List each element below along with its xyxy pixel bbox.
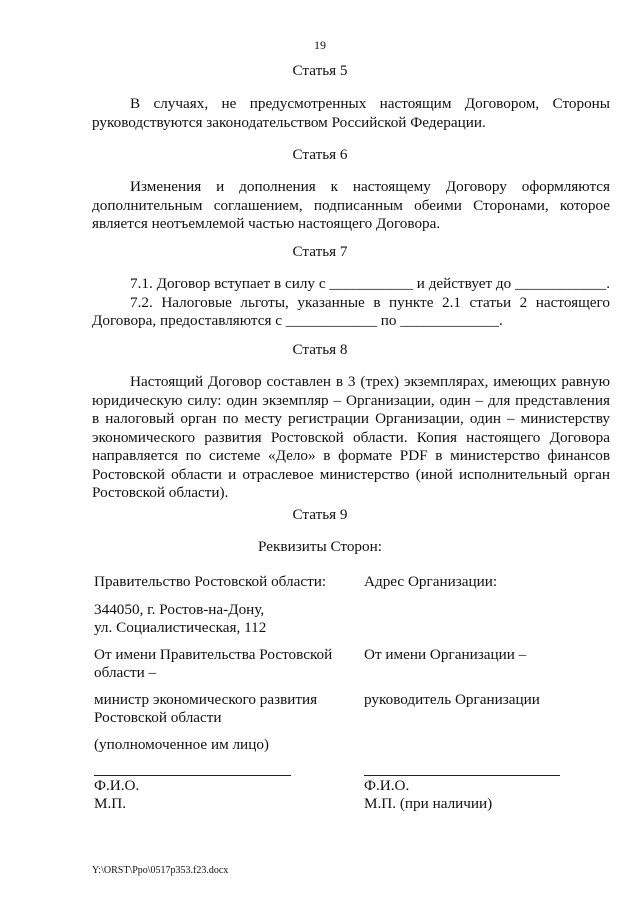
- right-party-stamp: М.П. (при наличии): [364, 795, 493, 812]
- text-line: Ростовской области).: [92, 484, 229, 501]
- article-8-heading: Статья 8: [292, 341, 348, 358]
- right-party-position: руководитель Организации: [364, 691, 540, 708]
- article-7-heading: Статья 7: [292, 243, 348, 260]
- left-party-fio: Ф.И.О.: [94, 777, 140, 794]
- text-line: Изменения и дополнения к настоящему Договору оформляются: [130, 178, 610, 195]
- text-line: дополнительным соглашением, подписанным обеими Сторонами, которое: [92, 196, 610, 214]
- text-line: направляется по системе «Дело» в формате PDF в министерство финансов: [92, 447, 610, 464]
- left-party-position-line2: Ростовской области: [94, 709, 222, 726]
- article-6-text: [92, 178, 610, 234]
- file-path-footer: Y:\ORST\Ppo\0517p353.f23.docx: [92, 865, 229, 876]
- article-6-heading: Статья 6: [292, 146, 348, 163]
- text-line: руководствуются законодательством Российской Федерации.: [92, 113, 486, 131]
- left-party-authorized: (уполномоченное им лицо): [94, 736, 269, 753]
- text-line: В случаях, не предусмотренных настоящим Договором, Стороны: [130, 95, 610, 112]
- right-party-fio: Ф.И.О.: [364, 777, 410, 794]
- article-7-text: [92, 275, 610, 331]
- page-number: 19: [314, 38, 326, 52]
- left-party-address-line2: ул. Социалистическая, 112: [94, 619, 267, 636]
- left-party-position-line1: министр экономического развития: [94, 691, 318, 708]
- left-party-behalf-line1: От имени Правительства Ростовской: [94, 646, 333, 663]
- article-9-heading: Статья 9: [292, 506, 348, 523]
- article-5-heading: Статья 5: [292, 62, 348, 79]
- text-line: Ростовской области и отраслевое министерство (иной исполнительный орган: [92, 465, 610, 483]
- text-line: Договора, предоставляются с ____________ по _____________.: [92, 312, 503, 329]
- text-line: Настоящий Договор составлен в 3 (трех) экземплярах, имеющих равную: [130, 373, 610, 390]
- right-signature-line: [364, 775, 560, 776]
- text-line: является неотъемлемой частью настоящего Договора.: [92, 215, 441, 232]
- left-party-stamp: М.П.: [94, 795, 127, 812]
- text-line: 7.2. Налоговые льготы, указанные в пункте 2.1 статьи 2 настоящего: [130, 293, 610, 311]
- text-line: в налоговый орган по месту регистрации Организации, один – министерству: [92, 410, 610, 427]
- article-8-text: [92, 373, 610, 503]
- text-line: юридическую силу: один экземпляр – Организации, один – для представления: [92, 391, 610, 409]
- left-party-address-line1: 344050, г. Ростов-на-Дону,: [94, 601, 265, 618]
- text-line: 7.1. Договор вступает в силу с ___________ и действует до ____________.: [130, 275, 610, 292]
- right-party-name: Адрес Организации:: [364, 573, 498, 590]
- article-5-text: [92, 95, 610, 132]
- right-party-behalf: От имени Организации –: [364, 646, 527, 663]
- left-party-behalf-line2: области –: [94, 664, 157, 681]
- text-line: экономического развития Ростовской области. Копия настоящего Договора: [92, 428, 610, 446]
- parties-details-heading: Реквизиты Сторон:: [258, 538, 382, 555]
- left-party-name: Правительство Ростовской области:: [94, 573, 327, 590]
- left-signature-line: [94, 775, 291, 776]
